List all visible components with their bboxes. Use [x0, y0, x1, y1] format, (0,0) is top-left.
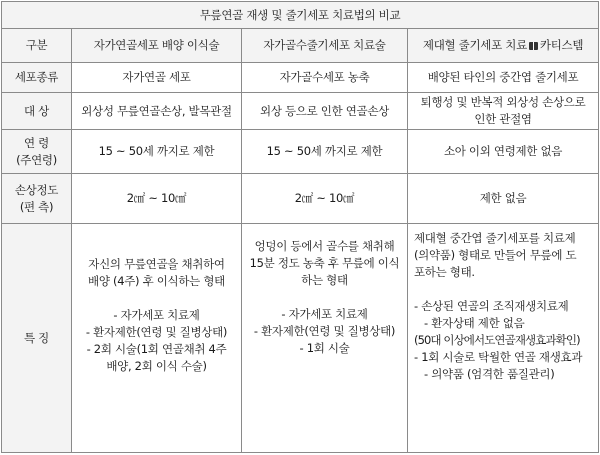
damage-c2: 2㎠ ~ 10㎠ — [242, 174, 408, 224]
features-c1-line: - 2회 시술(1회 연골채취 4주 — [86, 342, 227, 356]
target-c1: 외상성 무릎연골손상, 발목관절 — [72, 93, 242, 130]
header-row — [2, 29, 599, 63]
age-c3: 소아 이외 연령제한 없음 — [408, 130, 599, 174]
target-c3-line1: 퇴행성 및 반복적 외상성 손상으로 — [420, 95, 586, 109]
label-features: 특 징 — [2, 224, 72, 453]
features-c1-line: 배양 (4주) 후 이식하는 형태 — [88, 274, 225, 288]
row-age — [2, 130, 599, 174]
features-c2-line: 하는 형태 — [301, 273, 348, 287]
features-c1-line: 배양, 2회 이식 수술) — [106, 359, 207, 373]
features-c2 — [242, 224, 408, 453]
header-cord-blood-label: 제대혈 줄기세포 치료 — [422, 38, 527, 52]
header-cartistem-label: 카티스템 — [539, 38, 584, 52]
label-age-line1: 연 령 — [24, 135, 49, 150]
damage-c3: 제한 없음 — [408, 174, 599, 224]
features-c1-line: - 환자제한(연령 및 질병상태) — [85, 325, 228, 339]
damage-c1: 2㎠ ~ 10㎠ — [72, 174, 242, 224]
features-c3-spacer — [414, 281, 596, 298]
features-c3 — [408, 224, 599, 453]
features-c2-line: - 환자제한(연령 및 질병상태) — [253, 324, 396, 338]
table-title: 무릎연골 재생 및 줄기세포 치료법의 비교 — [2, 2, 599, 29]
features-c1 — [72, 224, 242, 453]
features-c3-line: 제대혈 중간엽 줄기세포를 치료제 — [414, 231, 576, 245]
row-damage — [2, 174, 599, 224]
label-target: 대 상 — [2, 93, 72, 130]
features-c1-spacer — [74, 290, 239, 307]
label-damage-line1: 손상정도 — [14, 182, 59, 197]
comparison-table — [1, 1, 599, 453]
cell-type-c1: 자가연골 세포 — [72, 63, 242, 93]
features-c3-line: (의약품) 형태로 만들어 무릎에 도 — [414, 248, 577, 262]
age-c2: 15 ~ 50세 까지로 제한 — [242, 130, 408, 174]
features-c3-line: - 의약품 (엄격한 품질관리) — [424, 367, 555, 381]
features-c3-line: 포하는 형태. — [414, 265, 475, 279]
cell-type-c3: 배양된 타인의 중간엽 줄기세포 — [408, 63, 599, 93]
features-c2-spacer — [244, 289, 405, 306]
target-c2: 외상 등으로 인한 연골손상 — [242, 93, 408, 130]
row-cell-type — [2, 63, 599, 93]
label-cell-type: 세포종류 — [2, 63, 72, 93]
features-c1-line: - 자가세포 치료제 — [113, 308, 200, 322]
header-autologous-chondrocyte: 자가연골세포 배양 이식술 — [72, 29, 242, 63]
target-c3 — [408, 93, 599, 130]
book-icon — [529, 42, 538, 50]
label-damage-line2: (편 측) — [19, 199, 54, 214]
header-category: 구분 — [2, 29, 72, 63]
row-features — [2, 224, 599, 453]
features-c1-line: 자신의 무릎연골을 채취하여 — [88, 257, 225, 271]
title-row — [2, 2, 599, 29]
features-c3-line: - 손상된 연골의 조직재생치료제 — [414, 299, 569, 313]
features-c3-line: - 1회 시술로 탁월한 연골 재생효과 — [414, 350, 583, 364]
target-c3-line2: 인한 관절염 — [474, 112, 532, 126]
features-c2-line: 엉덩이 등에서 골수를 채취해 — [254, 239, 395, 253]
age-c1: 15 ~ 50세 까지로 제한 — [72, 130, 242, 174]
features-c2-line: - 자가세포 치료제 — [281, 307, 368, 321]
label-age — [2, 130, 72, 174]
features-c3-line: (50대 이상에서도연골재생효과확인) — [414, 333, 580, 347]
header-bone-marrow-stem-cell: 자가골수줄기세포 치료술 — [242, 29, 408, 63]
features-c3-line: - 환자상태 제한 없음 — [424, 316, 525, 330]
cell-type-c2: 자가골수세포 농축 — [242, 63, 408, 93]
label-age-line2: (주연령) — [16, 152, 57, 167]
features-c2-line: 15분 정도 농축 후 무릎에 이식 — [249, 256, 400, 270]
features-c2-line: - 1회 시술 — [299, 341, 350, 355]
label-damage — [2, 174, 72, 224]
row-target — [2, 93, 599, 130]
header-cord-blood-stem-cell — [408, 29, 599, 63]
